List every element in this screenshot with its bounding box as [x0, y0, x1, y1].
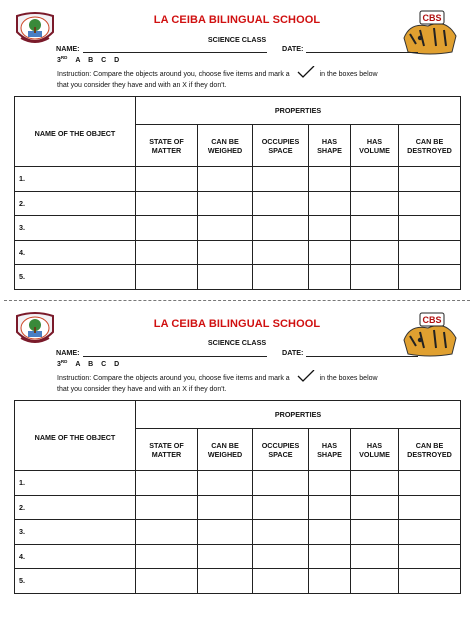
table-cell[interactable] — [399, 495, 461, 520]
col-has-volume: HAS VOLUME — [351, 125, 399, 167]
table-cell[interactable] — [136, 520, 198, 545]
section-d[interactable]: D — [114, 57, 120, 64]
table-cell[interactable] — [399, 216, 461, 241]
col-occupies-space: OCCUPIES SPACE — [253, 429, 309, 471]
col-state-of-matter: STATE OF MATTER — [136, 125, 198, 167]
table-cell[interactable] — [253, 520, 309, 545]
date-field[interactable] — [306, 52, 418, 53]
grade-sections — [57, 55, 119, 64]
school-name: LA CEIBA BILINGUAL SCHOOL — [153, 318, 321, 330]
table-cell[interactable] — [351, 544, 399, 569]
table-row — [15, 495, 461, 520]
table-cell[interactable] — [399, 191, 461, 216]
table-cell[interactable] — [198, 569, 253, 594]
cbs-logo-text: CBS — [422, 13, 442, 23]
date-field[interactable] — [306, 356, 418, 357]
section-c[interactable]: C — [101, 57, 107, 64]
table-cell[interactable] — [351, 167, 399, 192]
table-cell[interactable] — [136, 495, 198, 520]
table-cell[interactable] — [351, 520, 399, 545]
table-cell[interactable] — [136, 167, 198, 192]
table-cell[interactable] — [309, 471, 351, 496]
table-cell[interactable] — [309, 520, 351, 545]
table-cell[interactable] — [198, 265, 253, 290]
checkmark-icon — [292, 370, 318, 380]
table-row — [15, 240, 461, 265]
table-cell[interactable] — [136, 471, 198, 496]
table-cell[interactable] — [136, 544, 198, 569]
table-cell[interactable] — [253, 167, 309, 192]
section-a[interactable]: A — [75, 361, 81, 368]
properties-table — [14, 400, 461, 594]
col-can-be-weighed: CAN BE WEIGHED — [198, 429, 253, 471]
table-cell[interactable] — [309, 569, 351, 594]
table-cell[interactable] — [309, 216, 351, 241]
table-cell[interactable] — [351, 265, 399, 290]
section-b[interactable]: B — [88, 57, 94, 64]
instructions — [57, 370, 427, 395]
row-number: 2. — [15, 495, 136, 520]
table-cell[interactable] — [399, 471, 461, 496]
table-cell[interactable] — [198, 495, 253, 520]
table-cell[interactable] — [136, 240, 198, 265]
table-cell[interactable] — [399, 265, 461, 290]
table-cell[interactable] — [198, 240, 253, 265]
section-c[interactable]: C — [101, 361, 107, 368]
table-cell[interactable] — [198, 191, 253, 216]
col-has-shape: HAS SHAPE — [309, 429, 351, 471]
table-cell[interactable] — [136, 216, 198, 241]
name-label: NAME: — [56, 348, 80, 357]
instruction-text-1: Instruction: Compare the objects around you, choose five items and mark a — [57, 71, 290, 78]
class-subject: SCIENCE CLASS — [207, 35, 267, 44]
table-cell[interactable] — [351, 471, 399, 496]
table-cell[interactable] — [309, 265, 351, 290]
row-number: 4. — [15, 544, 136, 569]
table-row — [15, 216, 461, 241]
row-number: 3. — [15, 520, 136, 545]
properties-table — [14, 96, 461, 290]
table-cell[interactable] — [198, 167, 253, 192]
table-cell[interactable] — [351, 191, 399, 216]
row-number: 4. — [15, 240, 136, 265]
table-cell[interactable] — [351, 216, 399, 241]
table-cell[interactable] — [253, 569, 309, 594]
instruction-text-2: in the boxes below — [319, 71, 378, 78]
col-can-be-destroyed: CAN BE DESTROYED — [399, 429, 461, 471]
instruction-text-2: in the boxes below — [319, 375, 378, 382]
table-cell[interactable] — [399, 569, 461, 594]
row-number: 5. — [15, 265, 136, 290]
table-cell[interactable] — [309, 191, 351, 216]
table-cell[interactable] — [399, 167, 461, 192]
section-d[interactable]: D — [114, 361, 120, 368]
date-label: DATE: — [282, 44, 304, 53]
table-cell[interactable] — [253, 495, 309, 520]
table-cell[interactable] — [253, 265, 309, 290]
col-has-shape: HAS SHAPE — [309, 125, 351, 167]
name-field[interactable] — [83, 52, 267, 53]
table-cell[interactable] — [253, 240, 309, 265]
table-cell[interactable] — [253, 191, 309, 216]
object-column-header: NAME OF THE OBJECT — [15, 97, 136, 167]
table-cell[interactable] — [399, 544, 461, 569]
checkmark-icon — [292, 66, 318, 76]
table-cell[interactable] — [253, 544, 309, 569]
grade-number: 3 — [57, 361, 61, 368]
date-label: DATE: — [282, 348, 304, 357]
table-cell[interactable] — [309, 544, 351, 569]
object-column-header: NAME OF THE OBJECT — [15, 401, 136, 471]
row-number: 1. — [15, 471, 136, 496]
section-b[interactable]: B — [88, 361, 94, 368]
instructions — [57, 66, 427, 91]
table-cell[interactable] — [136, 191, 198, 216]
col-occupies-space: OCCUPIES SPACE — [253, 125, 309, 167]
col-can-be-destroyed: CAN BE DESTROYED — [399, 125, 461, 167]
grade-sections — [57, 359, 119, 368]
table-cell[interactable] — [198, 544, 253, 569]
table-row — [15, 544, 461, 569]
cbs-logo-text: CBS — [422, 315, 442, 325]
table-cell[interactable] — [309, 240, 351, 265]
table-row — [15, 167, 461, 192]
table-cell[interactable] — [351, 495, 399, 520]
row-number: 2. — [15, 191, 136, 216]
table-cell[interactable] — [253, 471, 309, 496]
table-cell[interactable] — [198, 471, 253, 496]
col-has-volume: HAS VOLUME — [351, 429, 399, 471]
school-name: LA CEIBA BILINGUAL SCHOOL — [153, 14, 321, 26]
instruction-text-3: that you consider they have and with an X if they don't. — [57, 386, 227, 393]
table-cell[interactable] — [253, 216, 309, 241]
grade-suffix: RD — [60, 55, 68, 60]
properties-header: PROPERTIES — [136, 401, 461, 429]
table-cell[interactable] — [198, 216, 253, 241]
instruction-text-1: Instruction: Compare the objects around you, choose five items and mark a — [57, 375, 290, 382]
grade-number: 3 — [57, 57, 61, 64]
table-cell[interactable] — [136, 265, 198, 290]
row-number: 1. — [15, 167, 136, 192]
row-number: 5. — [15, 569, 136, 594]
col-state-of-matter: STATE OF MATTER — [136, 429, 198, 471]
worksheet-top — [0, 0, 474, 300]
table-row — [15, 191, 461, 216]
table-row — [15, 265, 461, 290]
table-cell[interactable] — [399, 240, 461, 265]
properties-header: PROPERTIES — [136, 97, 461, 125]
table-row — [15, 471, 461, 496]
table-cell[interactable] — [136, 569, 198, 594]
section-a[interactable]: A — [75, 57, 81, 64]
grade-suffix: RD — [60, 359, 68, 364]
table-cell[interactable] — [351, 569, 399, 594]
class-subject: SCIENCE CLASS — [207, 338, 267, 347]
table-cell[interactable] — [399, 520, 461, 545]
worksheet-bottom — [0, 306, 474, 606]
table-row — [15, 569, 461, 594]
instruction-text-3: that you consider they have and with an X if they don't. — [57, 82, 227, 89]
table-cell[interactable] — [198, 520, 253, 545]
col-can-be-weighed: CAN BE WEIGHED — [198, 125, 253, 167]
name-field[interactable] — [83, 356, 267, 357]
table-cell[interactable] — [351, 240, 399, 265]
cut-line-divider — [4, 300, 470, 301]
table-cell[interactable] — [309, 495, 351, 520]
name-label: NAME: — [56, 44, 80, 53]
table-row — [15, 520, 461, 545]
row-number: 3. — [15, 216, 136, 241]
table-cell[interactable] — [309, 167, 351, 192]
